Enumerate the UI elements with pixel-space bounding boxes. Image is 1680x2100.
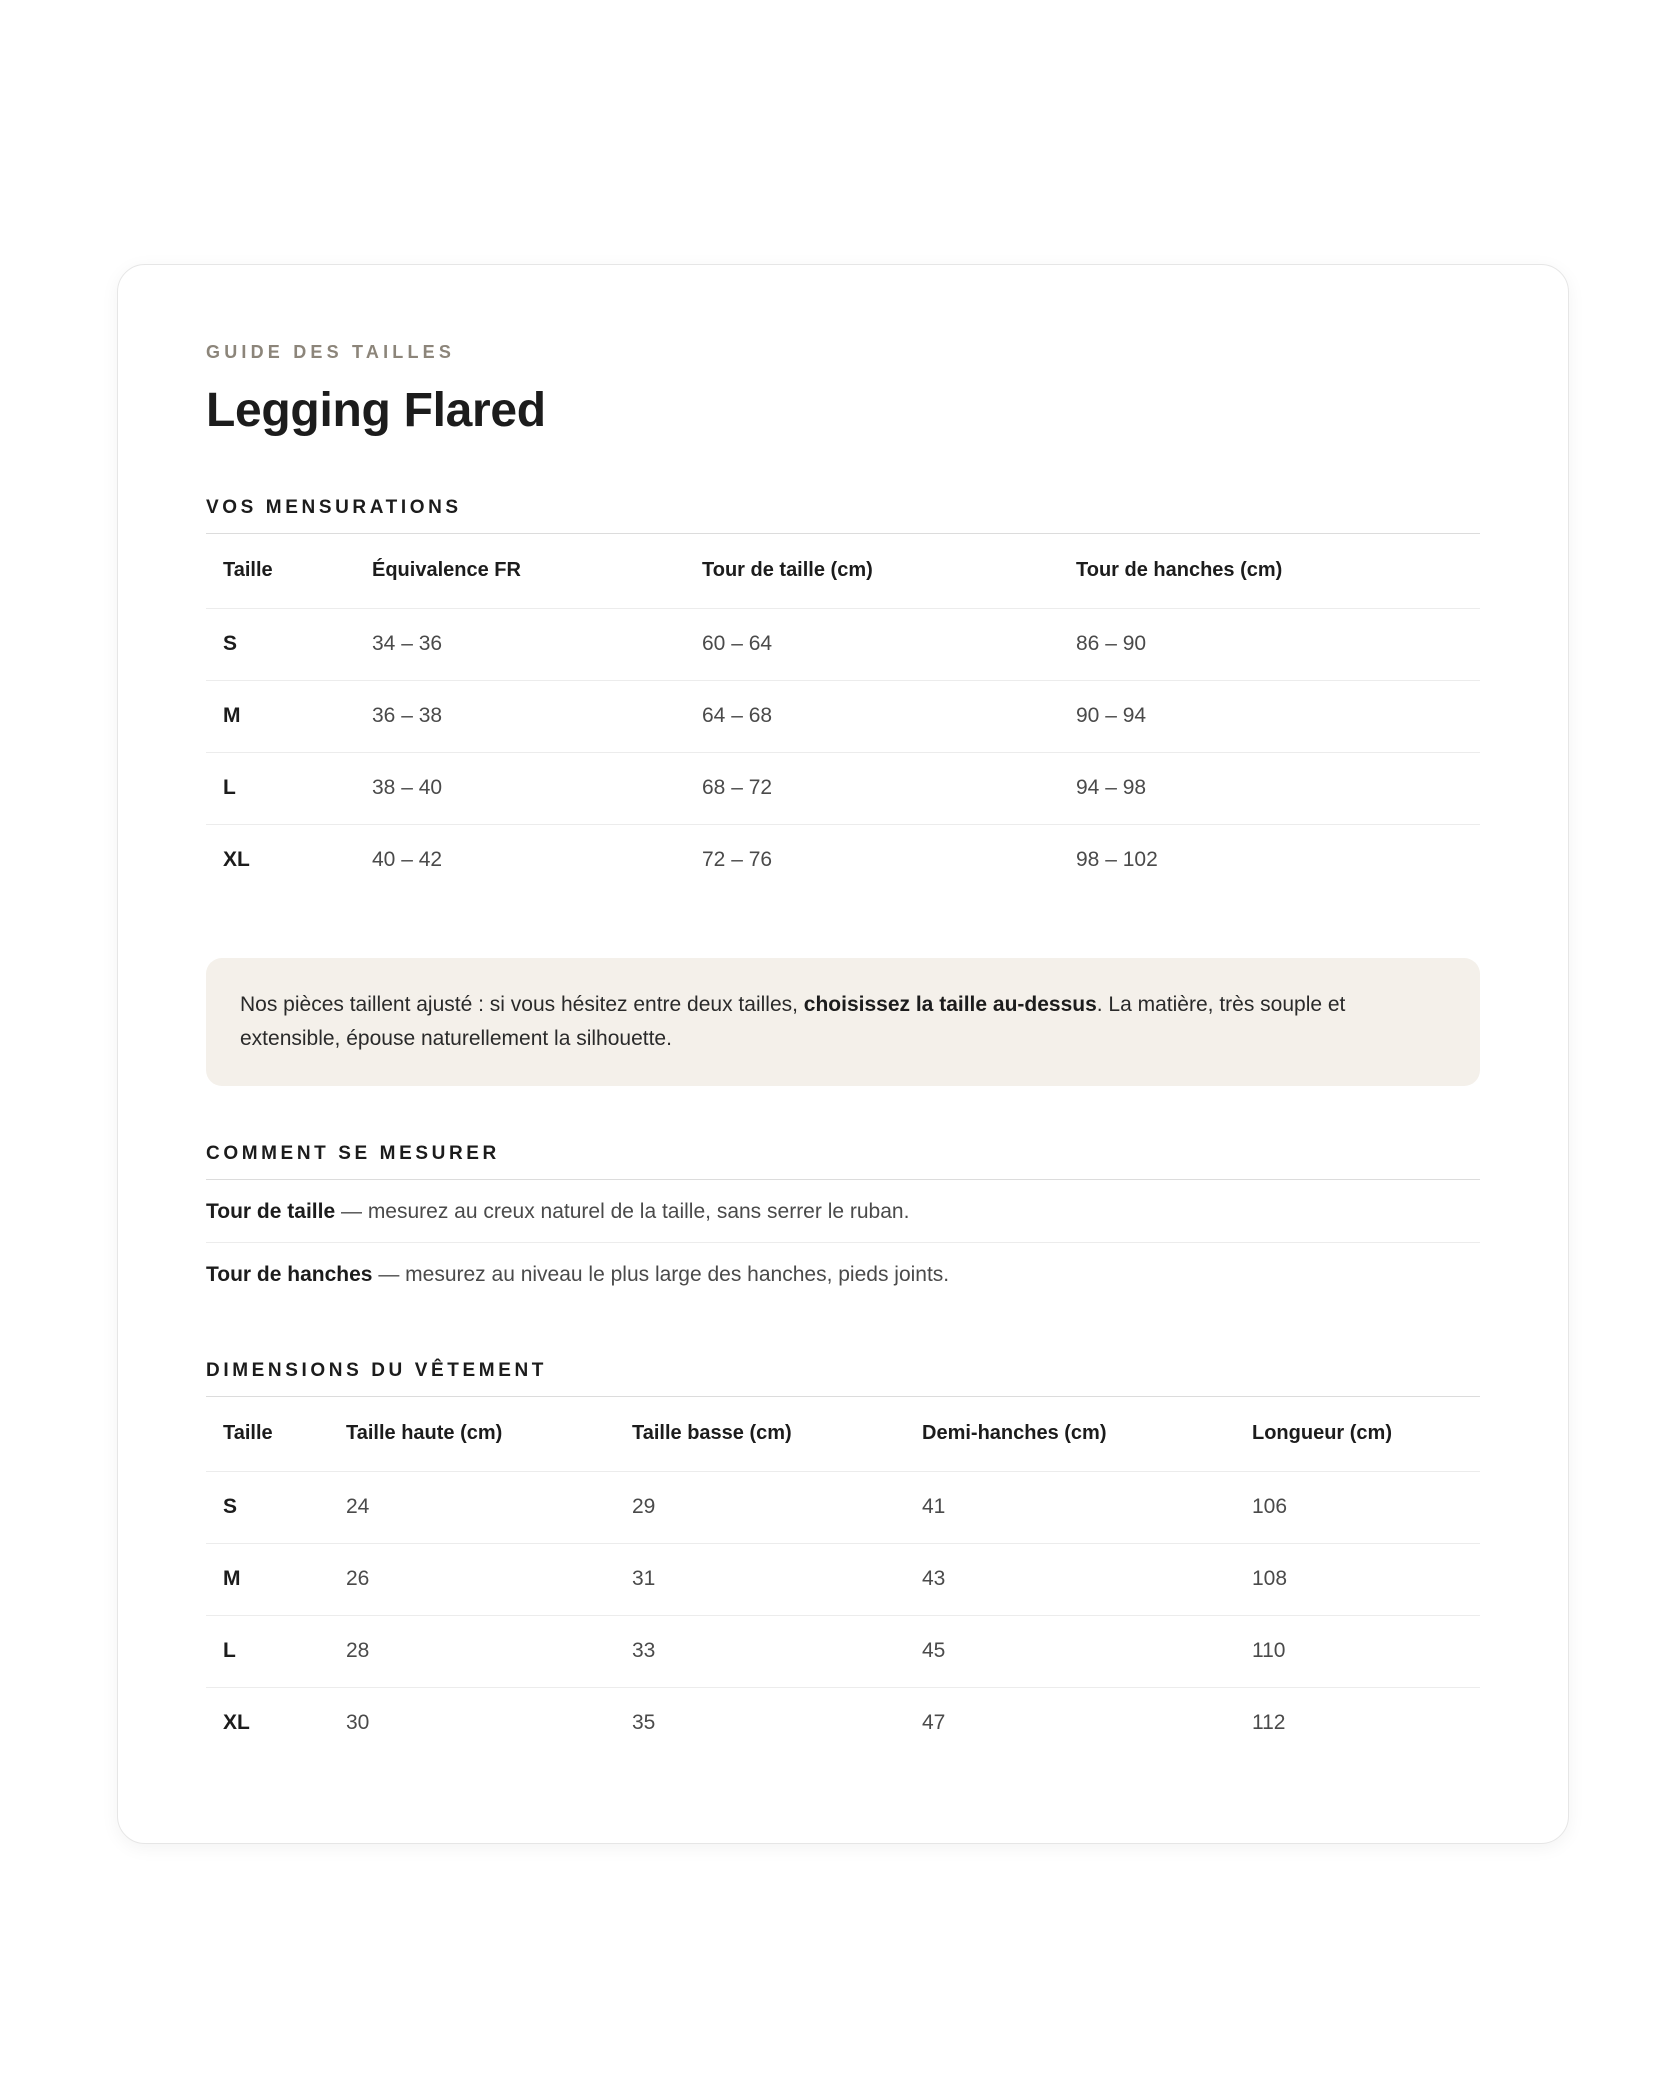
table-row (206, 752, 1480, 824)
size-cell: S (223, 632, 238, 655)
column-header: Tour de taille (cm) (702, 559, 873, 582)
table-cell: 35 (632, 1711, 656, 1735)
list-item (206, 1243, 1480, 1306)
size-cell: S (223, 1495, 238, 1518)
table-row (206, 680, 1480, 752)
eyebrow-label: GUIDE DES TAILLES (206, 342, 456, 362)
table-cell: 94 – 98 (1076, 776, 1147, 799)
table-cell: 28 (346, 1639, 370, 1662)
fit-note (206, 958, 1480, 1086)
size-cell: XL (223, 1711, 250, 1735)
em-dash-separator: — (335, 1200, 368, 1223)
table-cell: 106 (1252, 1495, 1288, 1518)
table-header-row (206, 534, 1480, 608)
table-cell: 41 (922, 1495, 946, 1518)
table-cell: 36 – 38 (372, 704, 443, 727)
fit-note-text: Nos pièces taillent ajusté : si vous hésitez entre deux tailles, (240, 993, 804, 1016)
size-cell: M (223, 704, 241, 727)
size-cell: L (223, 1639, 236, 1662)
page-title: Legging Flared (206, 384, 546, 437)
table-row (206, 1543, 1480, 1615)
list-item-term: Tour de hanches (206, 1263, 373, 1286)
table-row (206, 1687, 1480, 1759)
table-cell: 38 – 40 (372, 776, 443, 799)
column-header: Taille (223, 559, 273, 582)
column-header: Taille (223, 1422, 273, 1445)
section-title-how-to-measure: COMMENT SE MESURER (206, 1142, 1480, 1180)
table-cell: 30 (346, 1711, 370, 1735)
how-to-measure-list (206, 1180, 1480, 1306)
table-cell: 47 (922, 1711, 946, 1735)
column-header: Demi-hanches (cm) (922, 1422, 1107, 1445)
table-cell: 72 – 76 (702, 848, 773, 872)
measurements-table (206, 534, 1480, 896)
column-header: Taille haute (cm) (346, 1422, 503, 1445)
table-cell: 34 – 36 (372, 632, 443, 655)
fit-note-text-end: . La matière, très souple et extensible, épouse naturellement la silhouette. (240, 993, 1346, 1050)
section-title-measurements: VOS MENSURATIONS (206, 496, 1480, 534)
table-cell: 24 (346, 1495, 370, 1518)
list-item-text: mesurez au niveau le plus large des hanches, pieds joints. (405, 1263, 950, 1286)
table-cell: 86 – 90 (1076, 632, 1147, 655)
garment-dimensions-table (206, 1397, 1480, 1759)
table-cell: 31 (632, 1567, 656, 1590)
table-cell: 68 – 72 (702, 776, 773, 799)
table-row (206, 1615, 1480, 1687)
table-cell: 43 (922, 1567, 946, 1590)
list-item-term: Tour de taille (206, 1200, 336, 1223)
table-cell: 26 (346, 1567, 370, 1590)
section-title-garment-dimensions: DIMENSIONS DU VÊTEMENT (206, 1359, 1480, 1397)
size-cell: M (223, 1567, 241, 1590)
table-cell: 64 – 68 (702, 704, 773, 727)
table-header-row (206, 1397, 1480, 1471)
table-cell: 45 (922, 1639, 946, 1662)
column-header: Longueur (cm) (1252, 1422, 1392, 1445)
table-row (206, 1471, 1480, 1543)
size-cell: XL (223, 848, 250, 872)
column-header: Tour de hanches (cm) (1076, 559, 1283, 582)
table-cell: 98 – 102 (1076, 848, 1158, 872)
list-item-text: mesurez au creux naturel de la taille, sans serrer le ruban. (367, 1200, 910, 1223)
table-cell: 33 (632, 1639, 656, 1662)
table-cell: 90 – 94 (1076, 704, 1147, 727)
table-cell: 112 (1252, 1711, 1286, 1735)
table-cell: 108 (1252, 1567, 1288, 1590)
table-row (206, 608, 1480, 680)
column-header: Taille basse (cm) (632, 1422, 792, 1445)
em-dash-separator: — (372, 1263, 406, 1286)
table-cell: 60 – 64 (702, 632, 773, 655)
table-cell: 40 – 42 (372, 848, 443, 872)
list-item (206, 1180, 1480, 1243)
size-cell: L (223, 776, 236, 799)
column-header: Équivalence FR (372, 559, 521, 582)
table-cell: 110 (1252, 1639, 1286, 1662)
table-row (206, 824, 1480, 896)
fit-note-emphasis: choisissez la taille au-dessus (803, 993, 1097, 1016)
table-cell: 29 (632, 1495, 656, 1518)
size-guide-card (117, 264, 1569, 1844)
